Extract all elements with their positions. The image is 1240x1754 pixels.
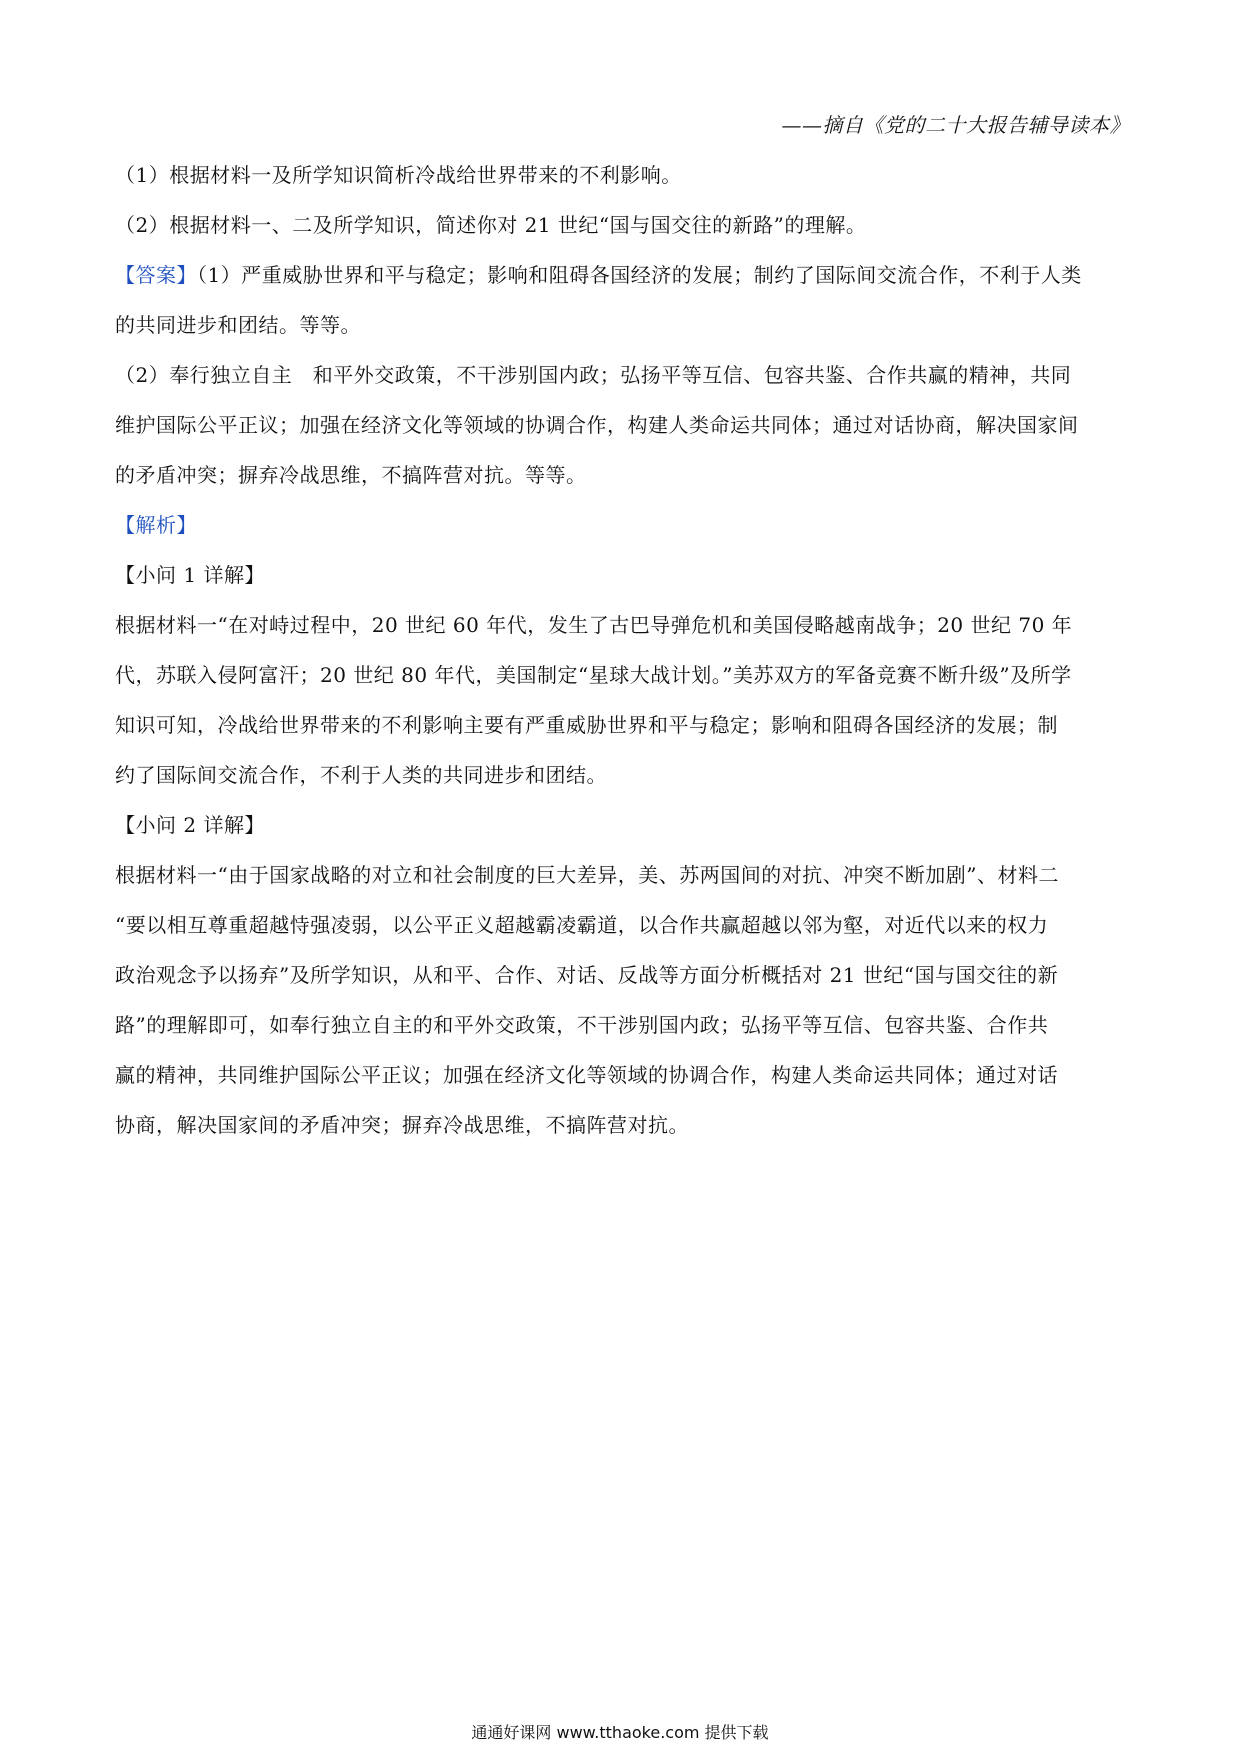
page-footer: 通通好课网 www.tthaoke.com 提供下载 (471, 1723, 769, 1742)
answer-part1-line1 (115, 250, 1130, 300)
sub1-explanation-line: 知识可知，冷战给世界带来的不利影响主要有严重威胁世界和平与稳定；影响和阻碍各国经济的发展；制 (115, 713, 1058, 737)
sub-question-2-heading: 【小问 2 详解】 (115, 813, 265, 837)
sub2-explanation-line: 路”的理解即可，如奉行独立自主的和平外交政策，不干涉别国内政；弘扬平等互信、包容共鉴、合作共 (115, 1013, 1049, 1037)
source-citation: ——摘自《党的二十大报告辅导读本》 (781, 113, 1130, 137)
sub2-explanation-line: “要以相互尊重超越恃强凌弱，以公平正义超越霸凌霸道，以合作共赢超越以邻为壑，对近代以来的权力 (115, 913, 1049, 937)
answer-part1-text: （1）严重威胁世界和平与稳定；影响和阻碍各国经济的发展；制约了国际间交流合作，不利于人类 (197, 263, 1082, 287)
question-2: （2）根据材料一、二及所学知识，简述你对 21 世纪“国与国交往的新路”的理解。 (115, 213, 867, 237)
sub-question-1-heading: 【小问 1 详解】 (115, 563, 265, 587)
sub2-explanation-line: 协商，解决国家间的矛盾冲突；摒弃冷战思维，不搞阵营对抗。 (115, 1113, 689, 1137)
sub1-explanation-line: 根据材料一“在对峙过程中，20 世纪 60 年代，发生了古巴导弹危机和美国侵略越南战争；20 世纪 70 年 (115, 613, 1073, 637)
page-content (115, 100, 1130, 1150)
question-1: （1）根据材料一及所学知识简析冷战给世界带来的不利影响。 (115, 163, 682, 187)
answer-label: 【答案】 (115, 263, 197, 287)
answer-part2-line2: 维护国际公平正议；加强在经济文化等领域的协调合作，构建人类命运共同体；通过对话协商，解决国家间 (115, 413, 1079, 437)
sub2-explanation-line: 政治观念予以扬弃”及所学知识，从和平、合作、对话、反战等方面分析概括对 21 世纪“国与国交往的新 (115, 963, 1059, 987)
answer-part2-line1: （2）奉行独立自主 和平外交政策，不干涉别国内政；弘扬平等互信、包容共鉴、合作共赢的精神，共同 (115, 363, 1072, 387)
sub2-explanation-line: 根据材料一“由于国家战略的对立和社会制度的巨大差异，美、苏两国间的对抗、冲突不断加剧”、材料二 (115, 863, 1059, 887)
sub2-explanation-line: 赢的精神，共同维护国际公平正议；加强在经济文化等领域的协调合作，构建人类命运共同体；通过对话 (115, 1063, 1058, 1087)
answer-part2-line3: 的矛盾冲突；摒弃冷战思维，不搞阵营对抗。等等。 (115, 463, 587, 487)
answer-part1-line2: 的共同进步和团结。等等。 (115, 313, 361, 337)
sub1-explanation-line: 约了国际间交流合作，不利于人类的共同进步和团结。 (115, 763, 607, 787)
sub1-explanation-line: 代，苏联入侵阿富汗；20 世纪 80 年代，美国制定“星球大战计划。”美苏双方的军备竞赛不断升级”及所学 (115, 663, 1072, 687)
analysis-label: 【解析】 (115, 513, 197, 537)
